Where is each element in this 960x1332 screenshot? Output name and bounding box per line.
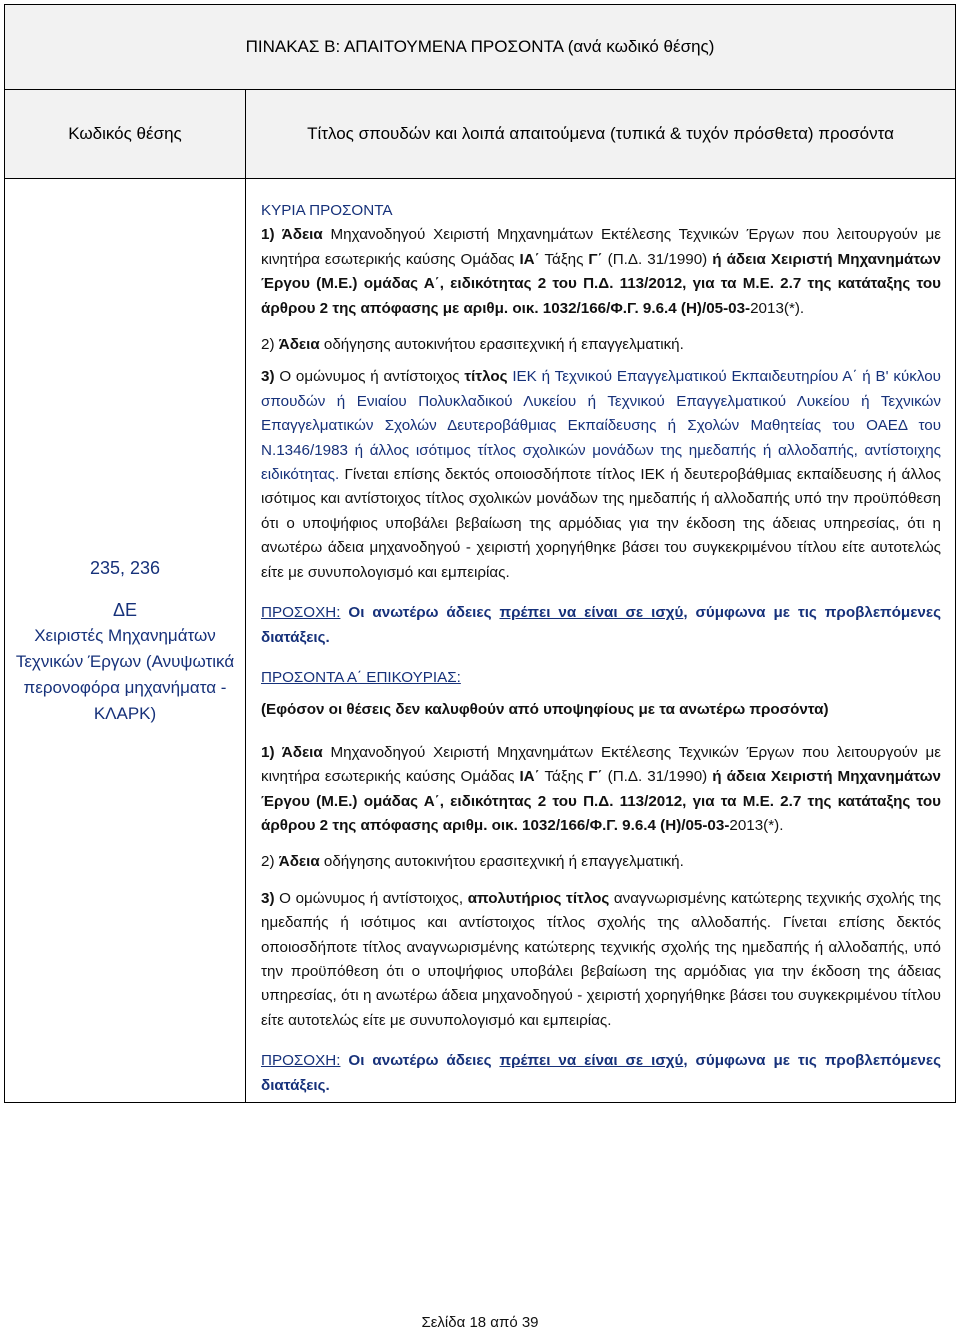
backup-heading: ΠΡΟΣΟΝΤΑ Α΄ ΕΠΙΚΟΥΡΙΑΣ: bbox=[261, 668, 461, 686]
column-header-code: Κωδικός θέσης bbox=[5, 90, 246, 179]
backup-item-1: 1) Άδεια Μηχανοδηγού Χειριστή Μηχανημάτων Εκτέλεσης Τεχνικών Έργων που λειτουργούν με κινητήρα εσωτερικής καύσης Ομάδας ΙΑ΄ Τάξης Γ΄ (Π.Δ. 31/1990) ή άδεια Χειριστή Μηχανημάτων Έργου (Μ.Ε.) ομάδας Α΄, ειδικότητας 2 του Π.Δ. 113/2012, για τα Μ.Ε. 2.7 της κατάταξης του άρθρου 2 της απόφασης αριθμ. οικ. 1032/166/Φ.Γ. 9.6.4 (Η)/05-03-2013(*). bbox=[261, 743, 941, 834]
qualifications-table bbox=[4, 4, 956, 1103]
backup-warning: ΠΡΟΣΟΧΗ: Οι ανωτέρω άδειες πρέπει να είναι σε ισχύ, σύμφωνα με τις προβλεπόμενες διατάξεις. bbox=[261, 1052, 941, 1094]
qualifications-cell bbox=[246, 179, 956, 1103]
position-cell bbox=[5, 179, 246, 1103]
table-title: ΠΙΝΑΚΑΣ Β: ΑΠΑΙΤΟΥΜΕΝΑ ΠΡΟΣΟΝΤΑ (ανά κωδικό θέσης) bbox=[5, 5, 956, 90]
main-item-2: 2) Άδεια οδήγησης αυτοκινήτου ερασιτεχνική ή επαγγελματική. bbox=[261, 336, 684, 354]
main-heading: ΚΥΡΙΑ ΠΡΟΣΟΝΤΑ bbox=[261, 202, 393, 219]
column-header-titles: Τίτλος σπουδών και λοιπά απαιτούμενα (τυπικά & τυχόν πρόσθετα) προσόντα bbox=[246, 90, 956, 179]
main-item-3: 3) Ο ομώνυμος ή αντίστοιχος τίτλος ΙΕΚ ή Τεχνικού Επαγγελματικού Εκπαιδευτηρίου Α΄ ή Β' κύκλου σπουδών ή Ενιαίου Πολυκλαδικού Λυκείου ή Τεχνικού Επαγγελματικού Λυκείου ή Τεχνικών Επαγγελματικών Σχολών Δευτεροβάθμιας Εκπαίδευσης ή Σχολών Μαθητείας του ΟΑΕΔ του Ν.1346/1983 ή άλλος ισότιμος τίτλος σχολικών μονάδων της ημεδαπής ή αλλοδαπής, αντίστοιχης ειδικότητας. Γίνεται επίσης δεκτός οποιοσδήποτε τίτλος ΙΕΚ ή δευτεροβάθμιας εκπαίδευσης ή άλλος ισότιμος και αντίστοιχος τίτλος σχολικών μονάδων της ημεδαπής ή αλλοδαπής υπό την προϋπόθεση ότι ο υποψήφιος υποβάλει βεβαίωση της αρμόδιας για την έκδοση της άδειας υπηρεσίας, ότι η ανωτέρω άδεια μηχανοδηγού - χειριστή χορηγήθηκε βάσει του συγκεκριμένου τίτλου είτε αυτοτελώς είτε με συνυπολογισμό και εμπειρίας. bbox=[261, 368, 941, 581]
main-warning: ΠΡΟΣΟΧΗ: Οι ανωτέρω άδειες πρέπει να είναι σε ισχύ, σύμφωνα με τις προβλεπόμενες διατάξεις. bbox=[261, 604, 941, 646]
page-number: Σελίδα 18 από 39 bbox=[421, 1314, 539, 1331]
backup-note: (Εφόσον οι θέσεις δεν καλυφθούν από υποψηφίους με τα ανωτέρω προσόντα) bbox=[261, 701, 829, 719]
backup-item-2: 2) Άδεια οδήγησης αυτοκινήτου ερασιτεχνική ή επαγγελματική. bbox=[261, 853, 684, 871]
position-codes: 235, 236 bbox=[89, 557, 161, 578]
position-name: Χειριστές Μηχανημάτων Τεχνικών Έργων (Ανυψωτικά περονοφόρα μηχανήματα - ΚΛΑΡΚ) bbox=[15, 625, 235, 723]
position-level: ΔΕ bbox=[112, 599, 138, 620]
main-item-1: 1) Άδεια Μηχανοδηγού Χειριστή Μηχανημάτων Εκτέλεσης Τεχνικών Έργων που λειτουργούν με κινητήρα εσωτερικής καύσης Ομάδας ΙΑ΄ Τάξης Γ΄ (Π.Δ. 31/1990) ή άδεια Χειριστή Μηχανημάτων Έργου (Μ.Ε.) ομάδας Α΄, ειδικότητας 2 του Π.Δ. 113/2012, για τα Μ.Ε. 2.7 της κατάταξης του άρθρου 2 της απόφασης με αριθμ. οικ. 1032/166/Φ.Γ. 9.6.4 (Η)/05-03-2013(*). bbox=[261, 226, 941, 317]
backup-item-3: 3) Ο ομώνυμος ή αντίστοιχος, απολυτήριος τίτλος αναγνωρισμένης κατώτερης τεχνικής σχολής της ημεδαπής ή ισότιμος και αντίστοιχος τίτλος σχολής της αλλοδαπής. Γίνεται επίσης δεκτός οποιοσδήποτε τίτλος αναγνωρισμένης κατώτερης τεχνικής σχολής της ημεδαπής ή αλλοδαπής, υπό την προϋπόθεση ότι ο υποψήφιος υποβάλει βεβαίωση της αρμόδιας για την έκδοση της άδειας υπηρεσίας, ότι η ανωτέρω άδεια μηχανοδηγού - χειριστή χορηγήθηκε βάσει του συγκεκριμένου τίτλου είτε αυτοτελώς είτε με συνυπολογισμό και εμπειρίας. bbox=[261, 889, 941, 1029]
